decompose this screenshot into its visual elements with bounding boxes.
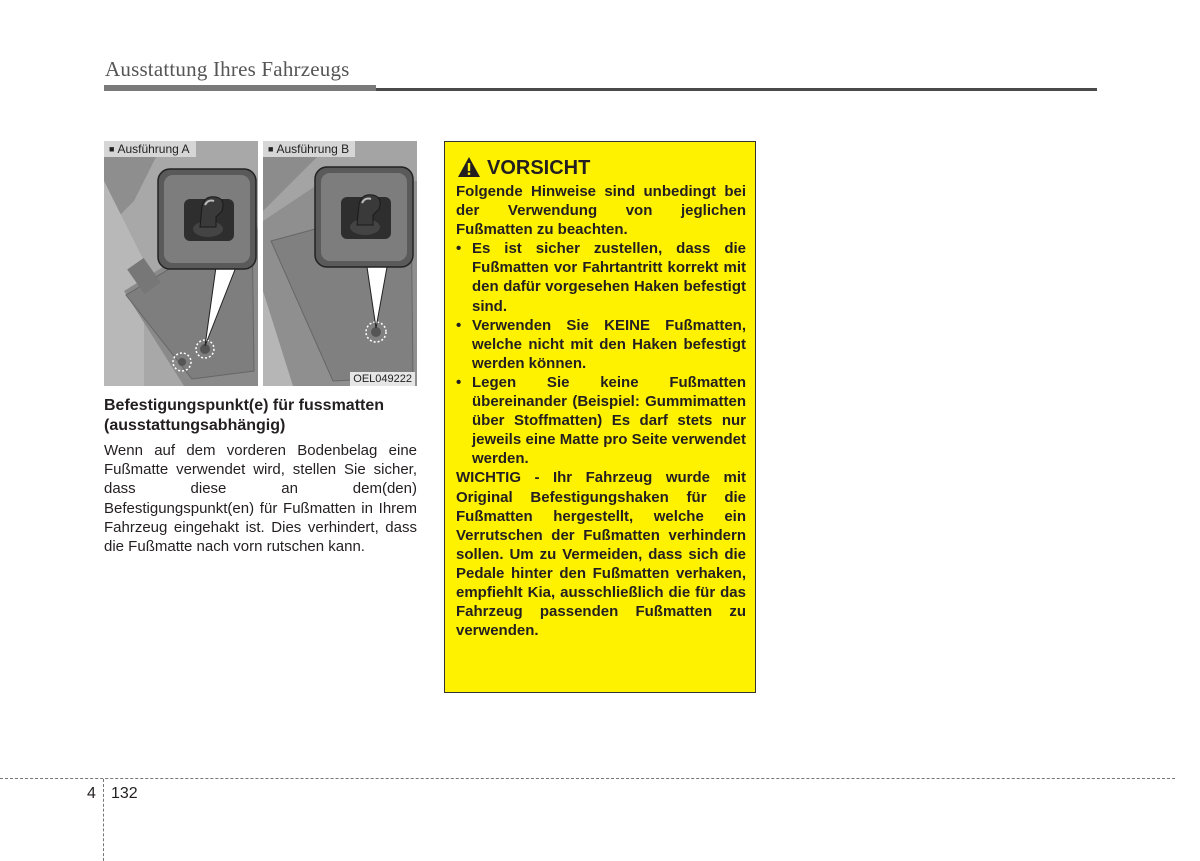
caution-note: WICHTIG - Ihr Fahrzeug wurde mit Original Befestigungshaken für die Fußmatten hergestellt, welche ein Verrutschen der Fußmatten verhindern sollen. Um zu Vermeiden, dass sich die Pedale hinter den Fußmatten verhaken, empfiehlt Kia, ausschließlich die für das Fahrzeug passenden Fußmatten zu verwenden. xyxy=(456,469,746,640)
caution-item: • Verwenden Sie KEINE Fußmatten, welche nicht mit den Haken befestigt werden können. xyxy=(456,316,746,373)
section-body-text: Wenn auf dem vorderen Bodenbelag eine Fußmatte verwendet wird, stellen Sie sicher, dass diese an dem(den) Befestigungspunkt(en) für Fußmatten in Ihrem Fahrzeug eingehakt ist. Dies verhindert, dass die Fußmatte nach vorn rutschen kann. xyxy=(104,442,417,556)
caution-title: VORSICHT xyxy=(487,157,591,179)
floor-mat-illustration-a xyxy=(104,141,258,386)
page-header-title: Ausstattung Ihres Fahrzeugs xyxy=(105,57,350,81)
caution-item: • Legen Sie keine Fußmatten übereinander (Beispiel: Gummimatten über Stoffmatten) Es darf stets nur jeweils eine Matte pro Seite verwendet werden. xyxy=(456,373,746,468)
warning-triangle-icon xyxy=(457,156,481,178)
header-rule-accent xyxy=(104,85,376,91)
floor-mat-illustration-b xyxy=(263,141,417,386)
figure-panel-a xyxy=(104,141,258,386)
figure-panel-b-label: ■ Ausführung B xyxy=(263,141,355,157)
header-rule xyxy=(376,88,1097,91)
caution-intro: Folgende Hinweise sind unbedingt bei der Verwendung von jeglichen Fußmatten zu beachten. xyxy=(456,183,746,239)
footer-rule xyxy=(0,778,1175,779)
caution-body xyxy=(456,182,746,640)
caution-box xyxy=(444,141,756,693)
footer-divider xyxy=(103,779,104,861)
caution-item: • Es ist sicher zustellen, dass die Fußmatten vor Fahrtantritt korrekt mit den dafür vorgesehen Haken befestigt sind. xyxy=(456,239,746,315)
page-number: 132 xyxy=(111,785,138,802)
section-heading: Befestigungspunkt(e) für fussmatten (ausstattungsabhängig) xyxy=(104,397,385,434)
caution-list xyxy=(456,239,746,468)
figure-panel-b xyxy=(263,141,417,386)
figure-code: OEL049222 xyxy=(350,372,415,386)
figure-panel-a-label: ■ Ausführung A xyxy=(104,141,196,157)
floor-mat-anchor-figure xyxy=(104,141,417,395)
chapter-number: 4 xyxy=(87,785,96,802)
